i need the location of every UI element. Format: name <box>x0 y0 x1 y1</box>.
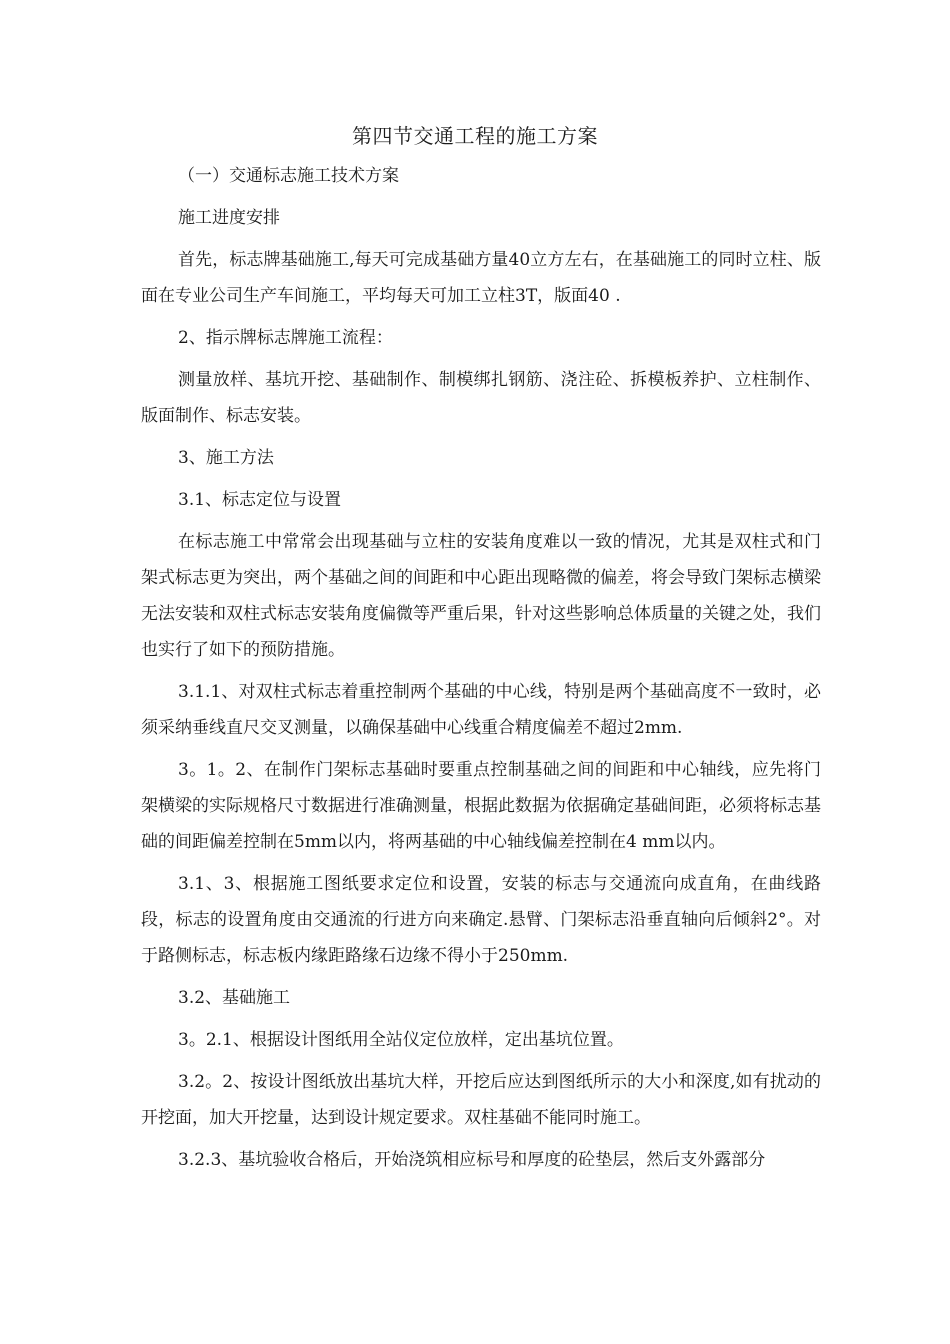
paragraph: 3.2。2、按设计图纸放出基坑大样，开挖后应达到图纸所示的大小和深度,如有扰动的开挖面，加大开挖量，达到设计规定要求。双柱基础不能同时施工。 <box>141 1072 821 1128</box>
document-body <box>141 158 821 1178</box>
paragraph: 首先，标志牌基础施工,每天可完成基础方量40立方左右，在基础施工的同时立柱、版面在专业公司生产车间施工，平均每天可加工立柱3T，版面40 . <box>141 250 821 306</box>
subheading-process: 2、指示牌标志牌施工流程： <box>178 328 393 348</box>
paragraph: 3.1、3、根据施工图纸要求定位和设置，安装的标志与交通流向成直角，在曲线路段，标志的设置角度由交通流的行进方向来确定.悬臂、门架标志沿垂直轴向后倾斜2°。对于路侧标志，标志板内缘距路缘石边缘不得小于250mm. <box>141 874 821 966</box>
paragraph: 3。2.1、根据设计图纸用全站仪定位放样，定出基坑位置。 <box>178 1030 624 1050</box>
paragraph: 3.1.1、对双柱式标志着重控制两个基础的中心线，特别是两个基础高度不一致时，必须采纳垂线直尺交叉测量，以确保基础中心线重合精度偏差不超过2mm. <box>141 682 821 738</box>
paragraph: 3.2.3、基坑验收合格后，开始浇筑相应标号和厚度的砼垫层，然后支外露部分 <box>178 1150 766 1170</box>
page-title: 第四节交通工程的施工方案 <box>352 124 598 148</box>
paragraph: 在标志施工中常常会出现基础与立柱的安装角度难以一致的情况，尤其是双柱式和门架式标志更为突出，两个基础之间的间距和中心距出现略微的偏差，将会导致门架标志横梁无法安装和双柱式标志安装角度偏微等严重后果，针对这些影响总体质量的关键之处，我们也实行了如下的预防措施。 <box>141 532 821 660</box>
subheading-positioning: 3.1、标志定位与设置 <box>178 490 342 510</box>
subheading-schedule: 施工进度安排 <box>178 208 280 228</box>
subheading-foundation: 3.2、基础施工 <box>178 988 291 1008</box>
paragraph: 测量放样、基坑开挖、基础制作、制模绑扎钢筋、浇注砼、拆模板养护、立柱制作、版面制作、标志安装。 <box>141 370 821 426</box>
subheading-method: 3、施工方法 <box>178 448 274 468</box>
section-heading: （一）交通标志施工技术方案 <box>178 166 399 186</box>
paragraph: 3。1。2、在制作门架标志基础时要重点控制基础之间的间距和中心轴线，应先将门架横梁的实际规格尺寸数据进行准确测量，根据此数据为依据确定基础间距，必须将标志基础的间距偏差控制在5mm以内，将两基础的中心轴线偏差控制在4 mm以内。 <box>141 760 821 852</box>
